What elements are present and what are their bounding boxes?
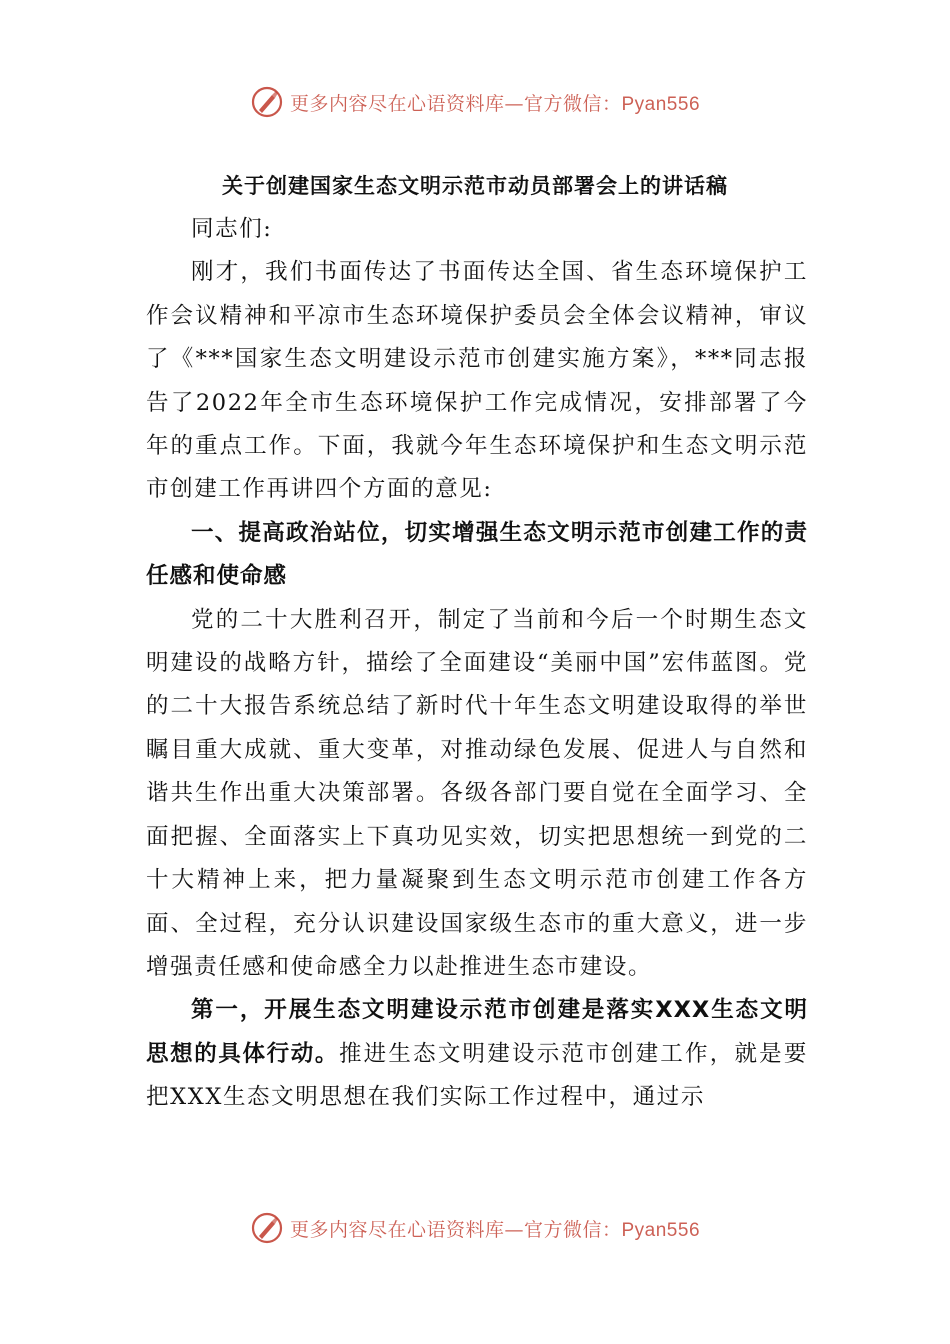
- watermark-site-name: 更多内容尽在心语资料库: [289, 1218, 505, 1241]
- point-1-paragraph: [146, 989, 808, 1119]
- document-body: [146, 208, 808, 1120]
- watermark-text: [290, 1215, 700, 1242]
- pen-logo-icon: [250, 85, 284, 119]
- document-title: 关于创建国家生态文明示范市动员部署会上的讲话稿: [222, 174, 728, 198]
- greeting-paragraph: 同志们:: [191, 216, 273, 242]
- point-1-body: 推进生态文明建设示范市创建工作，就是要把XXX生态文明思想在我们实际工作过程中，通过示: [146, 1040, 808, 1111]
- pen-logo-icon: [250, 1211, 284, 1245]
- point-1-lead: 第一，开展生态文明建设示范市创建是落实XXX生态文明思想的具体行动。: [146, 997, 808, 1067]
- header-watermark: [0, 82, 950, 122]
- footer-watermark: [0, 1208, 950, 1248]
- watermark-wechat-id: Pyan556: [621, 93, 701, 115]
- watermark-wechat-label: 官方微信：: [523, 92, 622, 115]
- watermark-site-name: 更多内容尽在心语资料库: [289, 92, 505, 115]
- section-1-paragraph: 党的二十大胜利召开，制定了当前和今后一个时期生态文明建设的战略方针，描绘了全面建设“美丽中国”宏伟蓝图。党的二十大报告系统总结了新时代十年生态文明建设取得的举世瞩目重大成就、重大变革，对推动绿色发展、促进人与自然和谐共生作出重大决策部署。各级各部门要自觉在全面学习、全面把握、全面落实上下真功见实效，切实把思想统一到党的二十大精神上来，把力量凝聚到生态文明示范市创建工作各方面、全过程，充分认识建设国家级生态市的重大意义，进一步增强责任感和使命感全力以赴推进生态市建设。: [146, 606, 808, 980]
- section-1-heading: 一、提高政治站位，切实增强生态文明示范市创建工作的责任感和使命感: [146, 519, 808, 590]
- watermark-wechat-label: 官方微信：: [523, 1218, 622, 1241]
- watermark-separator: —: [504, 1218, 524, 1241]
- watermark-wechat-id: Pyan556: [621, 1219, 701, 1241]
- intro-paragraph: 刚才，我们书面传达了书面传达全国、省生态环境保护工作会议精神和平凉市生态环境保护委员会全体会议精神，审议了《***国家生态文明建设示范市创建实施方案》，***同志报告了2022年全市生态环境保护工作完成情况，安排部署了今年的重点工作。下面，我就今年生态环境保护和生态文明示范市创建工作再讲四个方面的意见:: [146, 259, 808, 503]
- watermark-text: [290, 89, 700, 116]
- watermark-separator: —: [504, 92, 524, 115]
